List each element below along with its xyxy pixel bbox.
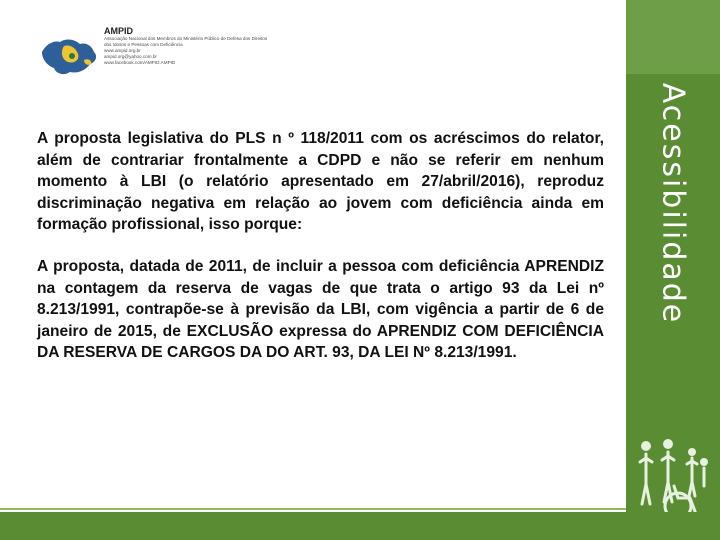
sidebar-title-text: Acessibilidade: [655, 82, 691, 324]
paragraph-1: A proposta legislativa do PLS n º 118/2011 com os acréscimos do relator, além de contrariar frontalmente a CDPD e não se referir em nenhum momento à LBI (o relatório apresentado em 27/abril/2016), reproduz discriminação negativa em relação ao jovem com deficiência ainda em formação profissional, isso porque:: [37, 130, 604, 234]
org-website: www.ampid.org.br: [104, 48, 141, 53]
org-name: AMPID: [104, 26, 133, 36]
ampid-logo: [36, 26, 316, 86]
org-email: ampid.org@yahoo.com.br: [104, 54, 157, 59]
brazil-map-icon: [36, 30, 108, 78]
accessibility-people-icon: [634, 434, 714, 524]
org-facebook: www.facebook.com/AMPID.AMPID: [104, 60, 176, 65]
bottom-bar: [0, 512, 720, 540]
logo-text: [104, 26, 316, 66]
sidebar-title: [626, 82, 720, 324]
main-content: [37, 128, 604, 364]
paragraph-2: A proposta, datada de 2011, de incluir a pessoa com deficiência APRENDIZ na contagem da reserva de vagas de que trata o artigo 93 da Lei nº 8.213/1991, contrapõe-se à previsão da LBI, com vigência a partir de 6 de janeiro de 2015, de EXCLUSÃO expressa do APRENDIZ COM DEFICIÊNCIA DA RESERVA DE CARGOS DA DO ART. 93, DA LEI Nº 8.213/1991.: [37, 257, 604, 362]
org-line: dos Idosos e Pessoas com Deficiência: [104, 42, 183, 47]
org-line: Associação Nacional dos Membros do Ministério Público de Defesa dos Direitos: [104, 36, 268, 41]
sidebar-top-panel: [626, 0, 720, 74]
bottom-divider: [0, 508, 626, 510]
